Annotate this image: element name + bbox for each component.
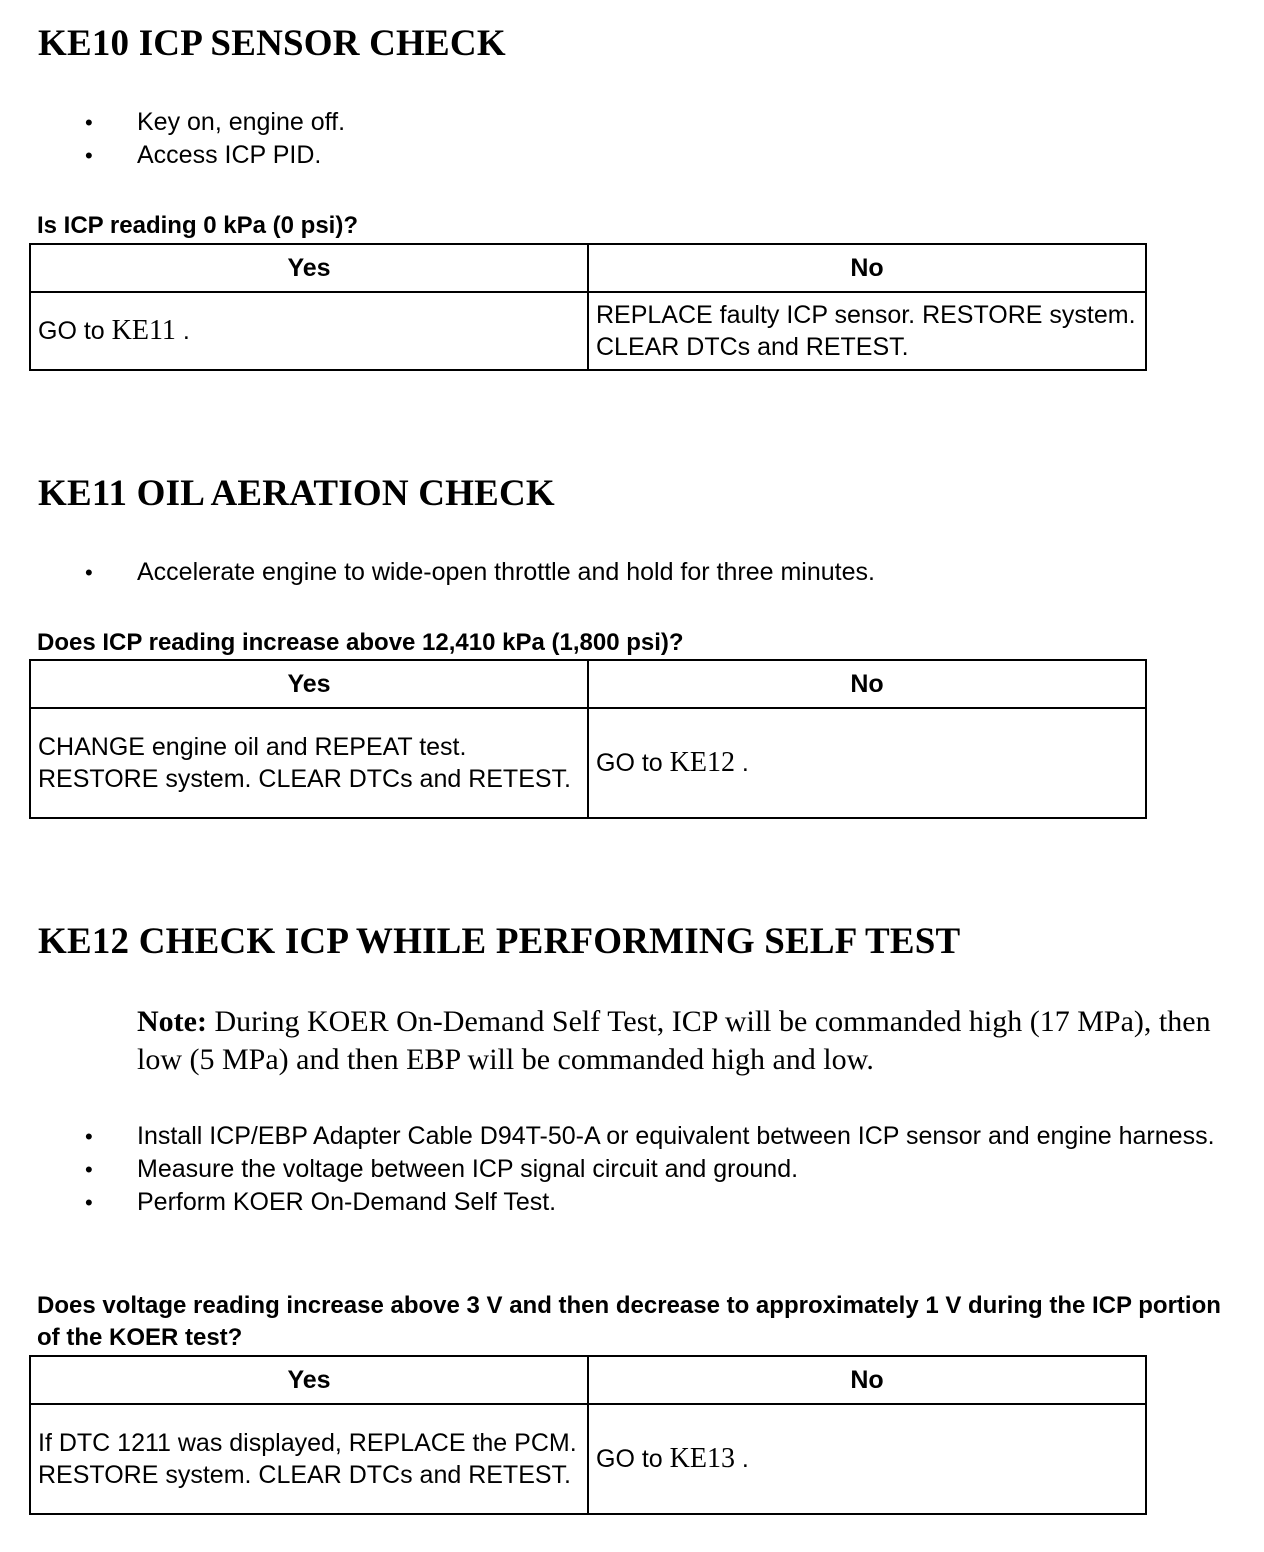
list-item: • Accelerate engine to wide-open throttle and hold for three minutes.	[0, 556, 1264, 589]
bullet-icon: •	[85, 1157, 93, 1182]
question-ke11: Does ICP reading increase above 12,410 kPa (1,800 psi)?	[37, 629, 684, 656]
no-header: No	[588, 660, 1146, 708]
no-cell: GO to KE12 .	[588, 708, 1146, 818]
list-item: • Access ICP PID.	[0, 139, 1264, 172]
ke11-link[interactable]: KE11	[111, 315, 176, 346]
yes-header: Yes	[30, 244, 588, 292]
step-list-ke12	[0, 1120, 1264, 1219]
section-title-ke12: KE12 CHECK ICP WHILE PERFORMING SELF TEST	[38, 921, 961, 962]
note-label: Note:	[137, 1005, 207, 1038]
answer-table-ke10	[29, 243, 1147, 371]
yes-cell: If DTC 1211 was displayed, REPLACE the PCM. RESTORE system. CLEAR DTCs and RETEST.	[30, 1404, 588, 1514]
question-ke10: Is ICP reading 0 kPa (0 psi)?	[37, 212, 358, 239]
answer-table-ke11	[29, 659, 1147, 819]
section-title-ke10: KE10 ICP SENSOR CHECK	[38, 23, 506, 64]
ke12-link[interactable]: KE12	[669, 747, 735, 778]
answer-table-ke12	[29, 1355, 1147, 1515]
list-item: • Key on, engine off.	[0, 106, 1264, 139]
list-item: • Install ICP/EBP Adapter Cable D94T-50-A or equivalent between ICP sensor and engine harness.	[0, 1120, 1264, 1153]
question-ke12: Does voltage reading increase above 3 V and then decrease to approximately 1 V during the ICP portion of the KOER test?	[37, 1292, 1221, 1351]
bullet-icon: •	[85, 560, 93, 585]
no-cell: GO to KE13 .	[588, 1404, 1146, 1514]
no-cell: REPLACE faulty ICP sensor. RESTORE system. CLEAR DTCs and RETEST.	[588, 292, 1146, 370]
bullet-icon: •	[85, 110, 93, 135]
no-header: No	[588, 1356, 1146, 1404]
yes-header: Yes	[30, 660, 588, 708]
yes-cell: CHANGE engine oil and REPEAT test. RESTORE system. CLEAR DTCs and RETEST.	[30, 708, 588, 818]
yes-header: Yes	[30, 1356, 588, 1404]
note-text: During KOER On-Demand Self Test, ICP will be commanded high (17 MPa), then low (5 MPa) and then EBP will be commanded high and low.	[137, 1005, 1211, 1076]
step-list-ke10	[0, 106, 1264, 172]
section-title-ke11: KE11 OIL AERATION CHECK	[38, 473, 555, 514]
bullet-icon: •	[85, 143, 93, 168]
ke13-link[interactable]: KE13	[669, 1443, 735, 1474]
yes-cell: GO to KE11 .	[30, 292, 588, 370]
bullet-icon: •	[85, 1190, 93, 1215]
no-header: No	[588, 244, 1146, 292]
step-list-ke11	[0, 556, 1264, 589]
list-item: • Measure the voltage between ICP signal circuit and ground.	[0, 1153, 1264, 1186]
note	[137, 1003, 1217, 1079]
bullet-icon: •	[85, 1124, 93, 1149]
list-item: • Perform KOER On-Demand Self Test.	[0, 1186, 1264, 1219]
